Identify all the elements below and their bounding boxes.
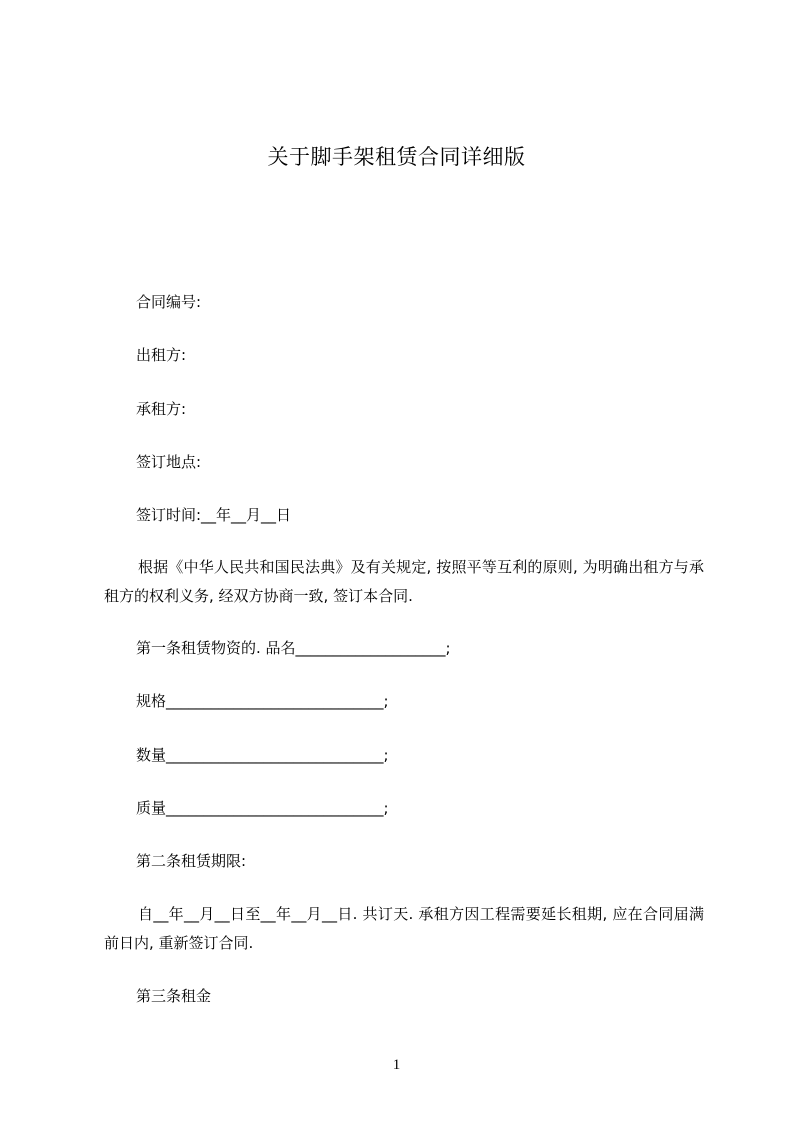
spec-field: 规格_____________________________; xyxy=(136,692,389,710)
page-number: 1 xyxy=(392,1057,401,1073)
signing-place-field: 签订地点: xyxy=(136,453,202,471)
article-2-heading: 第二条租赁期限: xyxy=(136,852,247,870)
signing-time-field: 签订时间:__年__月__日 xyxy=(136,506,292,524)
contract-number-field: 合同编号: xyxy=(136,293,202,311)
quality-field: 质量_____________________________; xyxy=(136,799,389,817)
article-3-heading: 第三条租金 xyxy=(136,987,212,1005)
intro-paragraph: 根据《中华人民共和国民法典》及有关规定, 按照平等互利的原则, 为明确出租方与承租方的权利义务, 经双方协商一致, 签订本合同. xyxy=(104,558,704,605)
document-title: 关于脚手架租赁合同详细版 xyxy=(267,145,526,169)
lessor-field: 出租方: xyxy=(136,346,187,364)
article-1-heading: 第一条租赁物资的. 品名____________________; xyxy=(136,639,451,657)
quantity-field: 数量_____________________________; xyxy=(136,746,389,764)
article-2-body: 自__年__月__日至__年__月__日. 共订天. 承租方因工程需要延长租期, 应在合同届满前日内, 重新签订合同. xyxy=(104,905,704,952)
lessee-field: 承租方: xyxy=(136,400,187,418)
